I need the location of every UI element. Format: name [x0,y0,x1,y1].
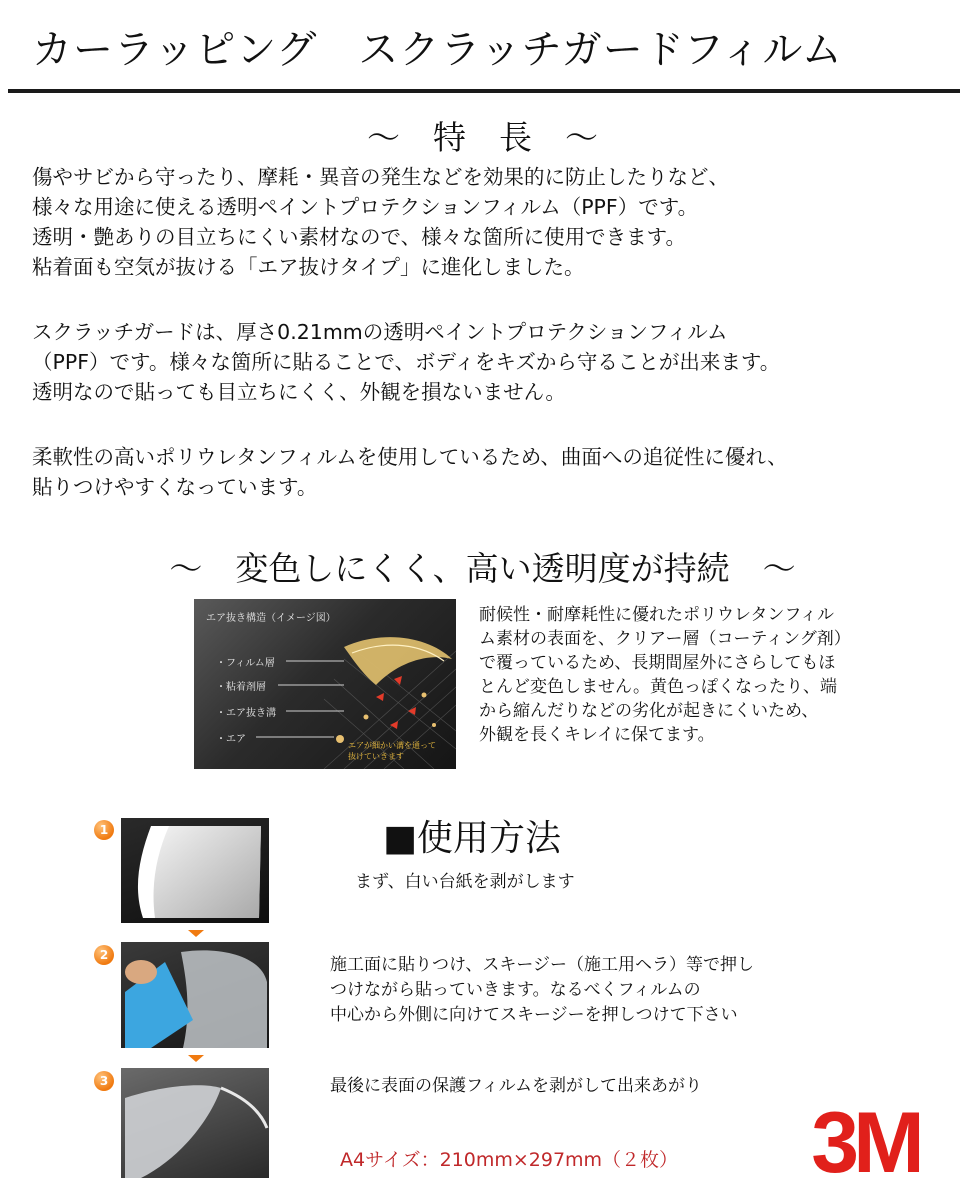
text-line: つけながら貼っていきます。なるべくフィルムの [330,980,701,1000]
logo-text: 3M [811,1098,919,1178]
text-line: 施工面に貼りつけ、スキージー（施工用ヘラ）等で押し [330,955,754,975]
text-line: 中心から外側に向けてスキージーを押しつけて下さい [330,1005,738,1025]
3m-logo-mark [790,1098,940,1178]
text-line: 透明・艶ありの目立ちにくい素材なので、様々な箇所に使用できます。 [32,225,686,249]
diagram-label-adhesive: ・粘着剤層 [216,682,266,693]
text-line: 柔軟性の高いポリウレタンフィルムを使用しているため、曲面への追従性に優れ、 [32,445,788,469]
text-line: まず、白い台紙を剥がします [355,872,575,892]
step-arrow-down [188,1055,204,1062]
durability-heading: ～ 変色しにくく、高い透明度が持続 ～ [169,549,796,588]
diagram-caption [348,740,436,762]
usage-heading: ■使用方法 [383,818,562,859]
air-release-diagram [194,599,456,769]
step-number-3: 3 [94,1071,114,1091]
squeegee-illustration [121,942,269,1048]
features-paragraph-1 [32,162,729,282]
text-line: で覆っているため、長期間屋外にさらしてもほ [479,653,836,673]
text-line: 外観を長くキレイに保てます。 [479,725,715,745]
step-3-photo [121,1068,269,1178]
text-line: から縮んだりなどの劣化が起きにくいため、 [479,701,819,721]
remove-protective-film-illustration [121,1068,269,1178]
step-1-text [355,870,575,895]
step-arrow-down [188,930,204,937]
page-title: カーラッピング スクラッチガードフィルム [32,27,843,73]
step-1-photo [121,818,269,923]
diagram-label-groove: ・エア抜き溝 [216,708,276,719]
features-paragraph-3 [32,442,788,502]
text-line: 透明なので貼っても目立ちにくく、外観を損ないません。 [32,380,566,404]
step-2-text [330,953,754,1028]
step-3-text [330,1074,702,1099]
text-line: 様々な用途に使える透明ペイントプロテクションフィルム（PPF）です。 [32,195,699,219]
features-paragraph-2 [32,317,780,407]
title-divider [8,89,960,93]
text-line: 粘着面も空気が抜ける「エア抜けタイプ」に進化しました。 [32,255,585,279]
text-line: 耐候性・耐摩耗性に優れたポリウレタンフィル [479,605,834,625]
diagram-title: エア抜き構造（イメージ図） [206,613,336,624]
step-number-1: 1 [94,820,114,840]
text-line: スクラッチガードは、厚さ0.21mmの透明ペイントプロテクションフィルム [32,320,728,344]
text-line: ム素材の表面を、クリアー層（コーティング剤） [479,629,851,649]
features-heading: ～ 特 長 ～ [367,118,598,157]
step-2-photo [121,942,269,1048]
text-line: 最後に表面の保護フィルムを剥がして出来あがり [330,1076,702,1096]
text-line: とんど変色しません。黄色っぽくなったり、端 [479,677,838,697]
text-line: （PPF）です。様々な箇所に貼ることで、ボディをキズから守ることが出来ます。 [32,350,781,374]
step-number-2: 2 [94,945,114,965]
caption-line: エアが細かい溝を通って [348,741,436,750]
text-line: 貼りつけやすくなっています。 [32,475,318,499]
text-line: 傷やサビから守ったり、摩耗・異音の発生などを効果的に防止したりなど、 [32,165,729,189]
durability-description [479,603,851,747]
diagram-label-film: ・フィルム層 [216,658,275,669]
product-size: A4サイズ：210mm×297mm（２枚） [340,1149,679,1171]
peel-backing-illustration [121,818,269,923]
3m-logo [790,1098,940,1178]
diagram-label-air: ・エア [216,734,246,745]
caption-line: 抜けていきます [348,752,404,761]
